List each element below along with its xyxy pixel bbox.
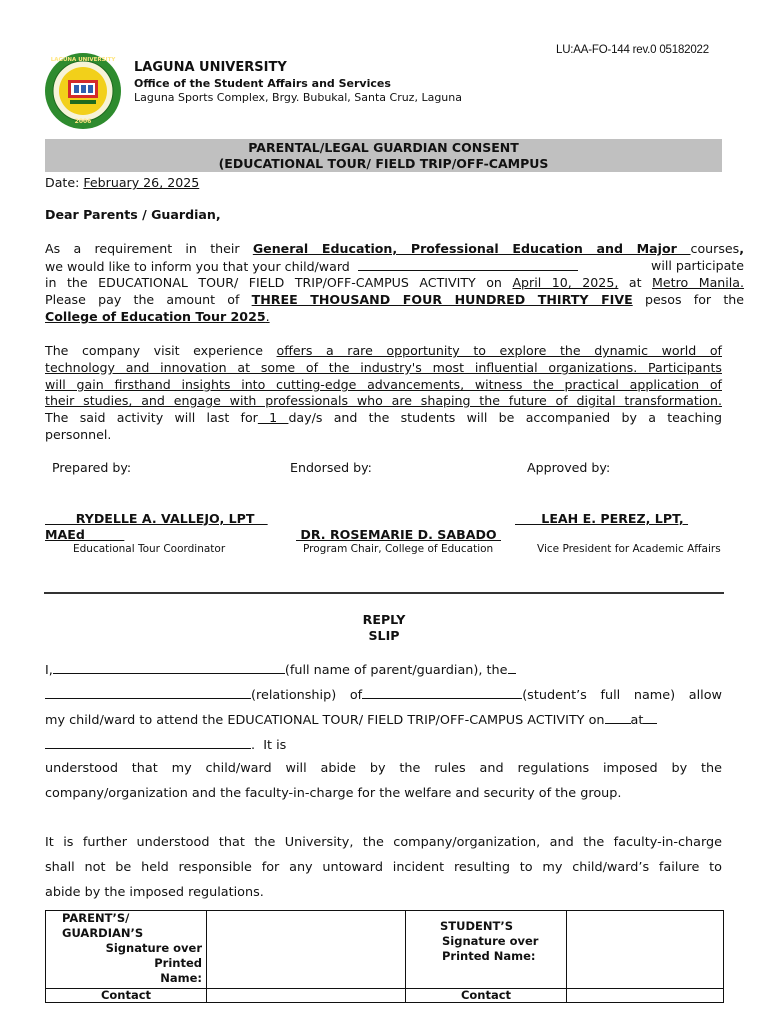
approved-by-role: Vice President for Academic Affairs (537, 543, 721, 555)
approved-by-label: Approved by: (527, 460, 611, 475)
prepared-by-name-suffix: MAEd (45, 527, 125, 542)
activity-venue-blank[interactable] (643, 711, 657, 724)
form-subtitle: (EDUCATIONAL TOUR/ FIELD TRIP/OFF-CAMPUS (218, 156, 549, 171)
salutation: Dear Parents / Guardian, (45, 207, 221, 222)
activity-date-blank[interactable] (605, 711, 631, 724)
para2-line3: will gain firsthand insights into cutting-edge advancements, witness the practical application of (45, 377, 722, 392)
section-divider (44, 592, 724, 594)
reply-line7: It is further understood that the University, the company/organization, and the faculty-in-charge (45, 835, 722, 850)
document-code: LU:AA-FO-144 rev.0 05182022 (556, 44, 709, 56)
para1-line2: we would like to inform you that your child/ward will participate (45, 258, 744, 274)
university-seal-logo (44, 52, 122, 130)
para1-line3: in the EDUCATIONAL TOUR/ FIELD TRIP/OFF-CAMPUS ACTIVITY on April 10, 2025, at Metro Manila. (45, 275, 745, 290)
student-name-blank[interactable] (362, 686, 522, 699)
child-name-blank[interactable] (358, 258, 578, 271)
reply-slip-title: REPLY (362, 612, 406, 627)
date-line (45, 175, 199, 192)
office-name: Office of the Student Affairs and Services (134, 77, 391, 90)
student-contact-label: Contact (406, 989, 567, 1003)
reply-line5: understood that my child/ward will abide by the rules and regulations imposed by the (45, 761, 722, 776)
parent-signature-label: PARENT’S/ GUARDIAN’S Signature over Printed Name: (46, 911, 207, 989)
svg-text:LAGUNA UNIVERSITY: LAGUNA UNIVERSITY (50, 57, 116, 63)
endorsed-by-name: DR. ROSEMARIE D. SABADO (296, 527, 501, 542)
endorsed-by-role: Program Chair, College of Education (303, 543, 494, 555)
para2-line4: their studies, and engage with professionals who are shaping the future of digital transformation. (45, 393, 722, 408)
para2-line1: The company visit experience offers a rare opportunity to explore the dynamic world of (45, 343, 722, 358)
svg-text:2006: 2006 (74, 118, 92, 125)
prepared-by-role: Educational Tour Coordinator (73, 543, 226, 555)
reply-line8: shall not be held responsible for any untoward incident resulting to my child/ward’s failure to (45, 860, 722, 875)
parent-contact-field[interactable] (207, 989, 406, 1003)
parent-name-blank[interactable] (53, 661, 285, 674)
form-title: PARENTAL/LEGAL GUARDIAN CONSENT (248, 140, 519, 155)
reply-line6: company/organization and the faculty-in-charge for the welfare and security of the group. (45, 786, 622, 801)
relationship-blank[interactable] (45, 686, 251, 699)
date-value: February 26, 2025 (83, 175, 200, 190)
parent-contact-label: Contact (46, 989, 207, 1003)
prepared-by-name: RYDELLE A. VALLEJO, LPT (45, 511, 268, 526)
para2-line6: personnel. (45, 427, 112, 442)
para1-line4: Please pay the amount of THREE THOUSAND FOUR HUNDRED THIRTY FIVE pesos for the (45, 292, 744, 307)
para2-line5: The said activity will last for 1 day/s and the students will be accompanied by a teaching (45, 410, 722, 425)
extra-blank[interactable] (45, 736, 251, 749)
parent-signature-field[interactable] (207, 911, 406, 989)
reply-line2: (relationship) of (student’s full name) allow (45, 686, 722, 703)
para1-line5: College of Education Tour 2025. (45, 309, 270, 324)
student-signature-label: STUDENT’S Signature over Printed Name: (406, 911, 567, 989)
reply-line3: my child/ward to attend the EDUCATIONAL TOUR/ FIELD TRIP/OFF-CAMPUS ACTIVITY on at (45, 711, 657, 728)
para2-line2: technology and innovation at some of the industry's most influential organizations. Participants (45, 360, 722, 375)
signature-table (45, 910, 724, 1003)
approved-by-name: LEAH E. PEREZ, LPT, (515, 511, 689, 526)
date-label: Date: (45, 175, 84, 190)
reply-slip-title-2: SLIP (368, 628, 400, 643)
reply-line9: abide by the imposed regulations. (45, 885, 264, 900)
university-name: LAGUNA UNIVERSITY (134, 60, 287, 75)
prepared-by-label: Prepared by: (52, 460, 132, 475)
reply-line4: . It is (45, 736, 286, 753)
student-signature-field[interactable] (567, 911, 724, 989)
university-address: Laguna Sports Complex, Brgy. Bubukal, Santa Cruz, Laguna (134, 91, 462, 104)
student-contact-field[interactable] (567, 989, 724, 1003)
reply-line1: I, (full name of parent/guardian), the (45, 661, 516, 678)
para1-line1: As a requirement in their General Education, Professional Education and Major courses, (45, 241, 744, 256)
endorsed-by-label: Endorsed by: (290, 460, 372, 475)
